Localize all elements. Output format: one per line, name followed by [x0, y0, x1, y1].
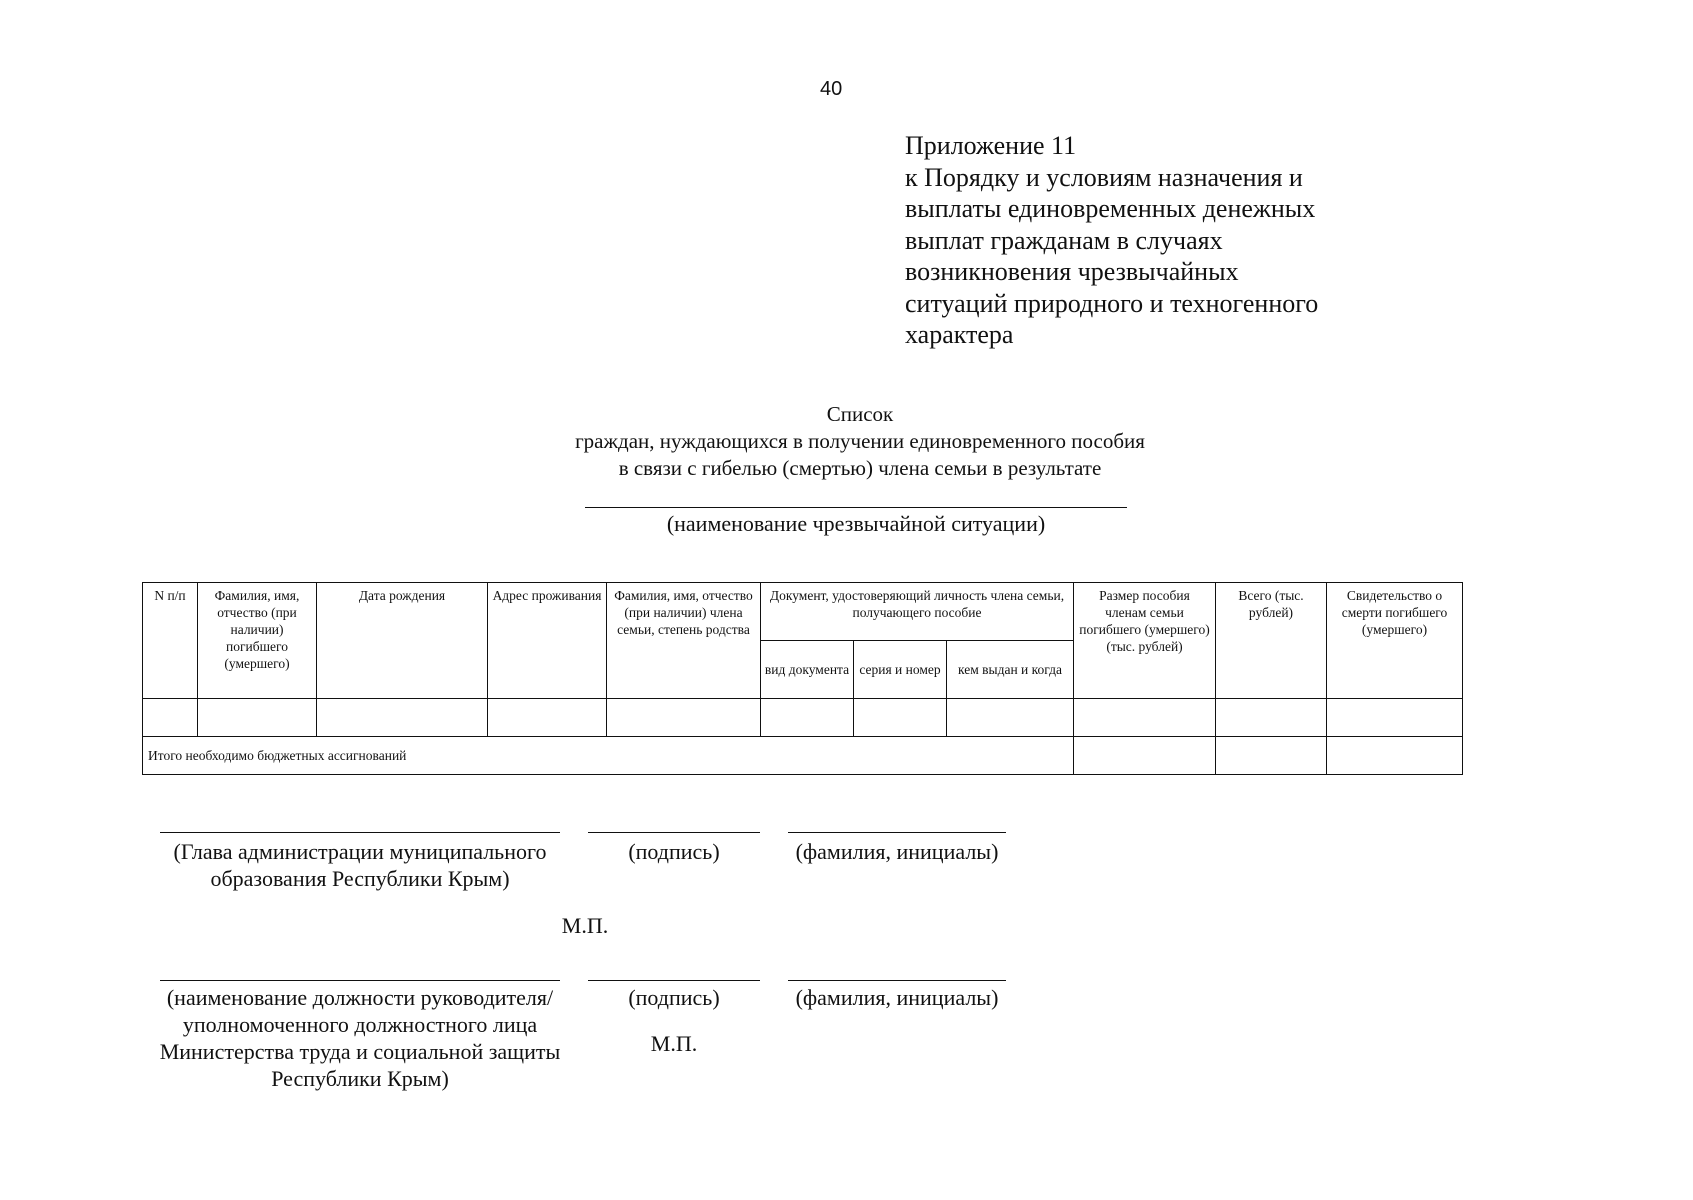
table-cell	[607, 699, 761, 737]
header-address: Адрес проживания	[488, 583, 607, 699]
document-title	[480, 401, 1240, 482]
signature-label: (подпись)	[628, 985, 720, 1010]
table-cell	[143, 699, 198, 737]
header-total: Всего (тыс. рублей)	[1216, 583, 1327, 699]
table-cell	[1074, 737, 1216, 775]
table-cell	[947, 699, 1074, 737]
appendix-line: Приложение 11	[905, 131, 1077, 160]
stamp-label: М.П.	[650, 1031, 698, 1056]
total-row	[143, 737, 1463, 775]
page-number: 40	[820, 78, 843, 100]
emergency-blank-line	[585, 507, 1127, 508]
appendix-line: выплат гражданам в случаях	[905, 225, 1223, 255]
total-label: Итого необходимо бюджетных ассигнований	[143, 737, 1074, 775]
header-member-name: Фамилия, имя, отчество (при наличии) члена семьи, степень родства	[607, 583, 761, 699]
table-cell	[761, 699, 854, 737]
header-doc-issued: кем выдан и когда	[947, 641, 1074, 699]
table-cell	[1327, 737, 1463, 775]
table-cell	[1327, 699, 1463, 737]
appendix-line: выплаты единовременных денежных	[905, 194, 1316, 223]
table-cell	[1216, 737, 1327, 775]
signature-line-position	[160, 832, 560, 833]
name-initials-label: (фамилия, инициалы)	[795, 839, 999, 864]
header-amount: Размер пособия членам семьи погибшего (умершего) (тыс. рублей)	[1074, 583, 1216, 699]
signature-line-sign	[588, 832, 760, 833]
title-line: Список	[826, 402, 894, 426]
signature-line-name	[788, 832, 1006, 833]
signature-line-sign	[588, 980, 760, 981]
title-line: граждан, нуждающихся в получении единовременного пособия	[575, 429, 1145, 453]
appendix-line: к Порядку и условиям назначения и	[905, 162, 1303, 192]
table-row	[143, 699, 1463, 737]
stamp-label: М.П.	[561, 913, 609, 938]
appendix-line: ситуаций природного и техногенного	[905, 288, 1319, 318]
header-id-document: Документ, удостоверяющий личность члена семьи, получающего пособие	[761, 583, 1074, 641]
header-num: N п/п	[143, 583, 198, 699]
appendix-header	[905, 130, 1385, 351]
table-cell	[1074, 699, 1216, 737]
header-doc-series: серия и номер	[854, 641, 947, 699]
appendix-line: возникновения чрезвычайных	[905, 257, 1239, 286]
name-initials-label: (фамилия, инициалы)	[795, 985, 999, 1010]
head-position-label: (Глава администрации муниципального образования Республики Крым)	[173, 839, 547, 891]
header-deceased-name: Фамилия, имя, отчество (при наличии) погибшего (умершего)	[198, 583, 317, 699]
appendix-line: характера	[905, 320, 1014, 349]
table-cell	[317, 699, 488, 737]
header-doc-type: вид документа	[761, 641, 854, 699]
official-position-label: (наименование должности руководителя/уполномоченного должностного лица Министерства труда и социальной защиты Республики Крым)	[159, 985, 561, 1091]
table-cell	[488, 699, 607, 737]
table-cell	[198, 699, 317, 737]
header-birth-date: Дата рождения	[317, 583, 488, 699]
header-death-certificate: Свидетельство о смерти погибшего (умершего)	[1327, 583, 1463, 699]
emergency-label: (наименование чрезвычайной ситуации)	[666, 511, 1046, 536]
table-cell	[854, 699, 947, 737]
signature-label: (подпись)	[628, 839, 720, 864]
table-cell	[1216, 699, 1327, 737]
citizens-table	[142, 582, 1463, 775]
title-line: в связи с гибелью (смертью) члена семьи в результате	[618, 456, 1102, 480]
signature-line-name	[788, 980, 1006, 981]
signature-line-position	[160, 980, 560, 981]
